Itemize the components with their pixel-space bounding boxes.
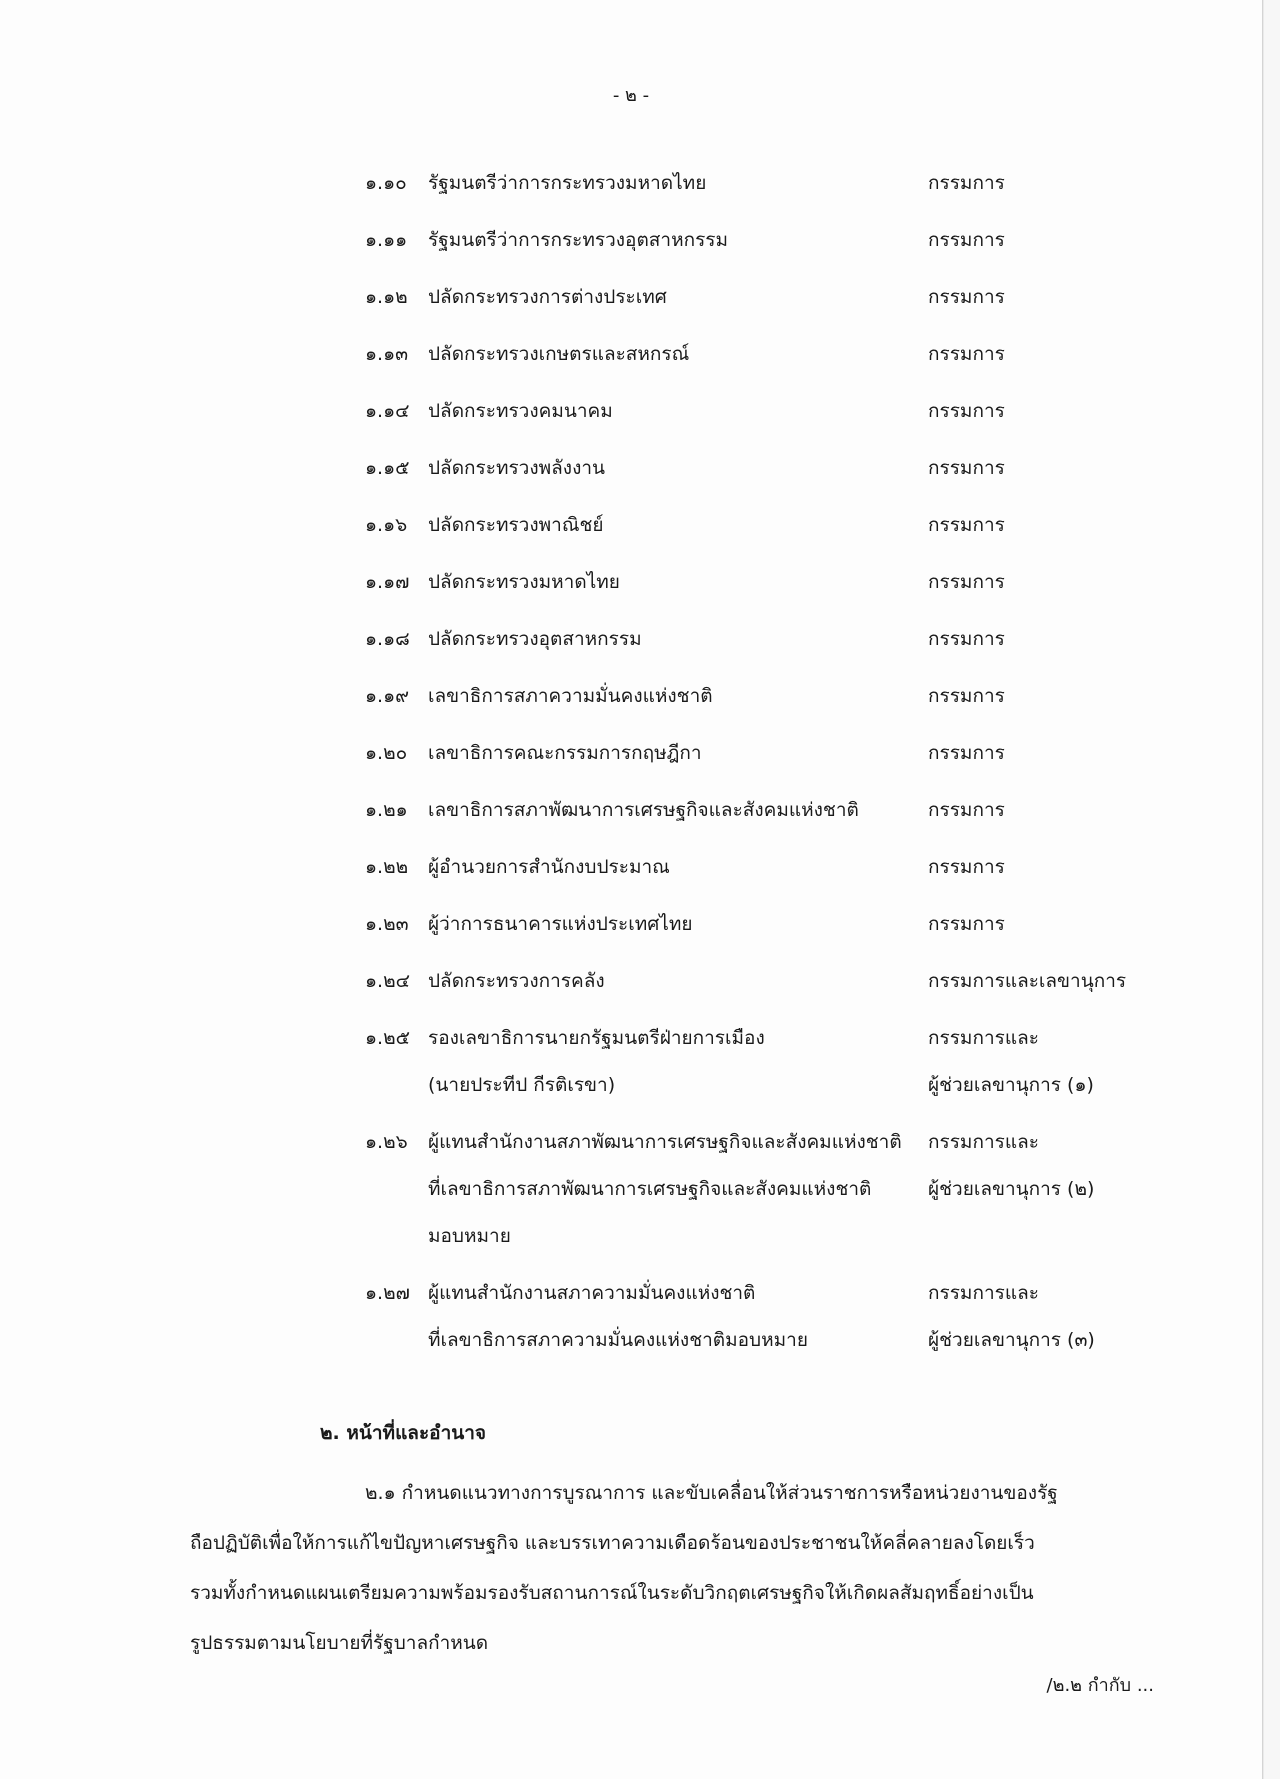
position-line: ปลัดกระทรวงคมนาคม (428, 400, 613, 422)
position-line: เลขาธิการคณะกรรมการกฤษฎีกา (428, 742, 702, 764)
member-role (928, 502, 1145, 549)
member-position (428, 445, 928, 492)
role-line: กรรมการ (928, 799, 1005, 821)
member-number: ๑.๒๖ (365, 1131, 408, 1153)
member-role (928, 673, 1145, 720)
member-role (928, 388, 1145, 435)
role-line: กรรมการ (928, 286, 1005, 308)
role-line: กรรมการ (928, 856, 1005, 878)
role-line: กรรมการและ (928, 1131, 1039, 1153)
position-line: ผู้อำนวยการสำนักงบประมาณ (428, 856, 670, 878)
position-line: เลขาธิการสภาความมั่นคงแห่งชาติ (428, 685, 713, 707)
member-position (428, 217, 928, 264)
position-line: ปลัดกระทรวงพาณิชย์ (428, 514, 604, 536)
role-line: กรรมการ (928, 229, 1005, 251)
position-line: ปลัดกระทรวงอุตสาหกรรม (428, 628, 642, 650)
member-number: ๑.๑๑ (365, 229, 408, 251)
member-row (365, 559, 1145, 606)
role-line: กรรมการ (928, 742, 1005, 764)
member-position (428, 388, 928, 435)
member-position (428, 1270, 928, 1364)
member-row (365, 1015, 1145, 1109)
member-role (928, 217, 1145, 264)
member-role (928, 274, 1145, 321)
member-position (428, 616, 928, 663)
member-position (428, 730, 928, 777)
role-line: ผู้ช่วยเลขานุการ (๑) (928, 1074, 1094, 1096)
member-number: ๑.๒๐ (365, 742, 408, 764)
member-role (928, 445, 1145, 492)
member-number: ๑.๑๖ (365, 514, 408, 536)
member-row (365, 388, 1145, 435)
member-role (928, 1270, 1145, 1364)
member-role (928, 958, 1145, 1005)
role-line: กรรมการและ (928, 1282, 1039, 1304)
member-row (365, 217, 1145, 264)
member-row (365, 1270, 1145, 1364)
section-paragraph (190, 1468, 1160, 1668)
member-role (928, 1015, 1145, 1109)
member-row (365, 673, 1145, 720)
member-role (928, 844, 1145, 891)
member-position (428, 901, 928, 948)
role-line: กรรมการ (928, 913, 1005, 935)
position-line: ผู้ว่าการธนาคารแห่งประเทศไทย (428, 913, 693, 935)
position-line: ปลัดกระทรวงมหาดไทย (428, 571, 620, 593)
member-position (428, 274, 928, 321)
member-number: ๑.๑๓ (365, 343, 409, 365)
member-row (365, 616, 1145, 663)
member-role (928, 160, 1145, 207)
paragraph-line: รูปธรรมตามนโยบายที่รัฐบาลกำหนด (190, 1632, 489, 1654)
member-number: ๑.๒๗ (365, 1282, 410, 1304)
role-line: กรรมการ (928, 457, 1005, 479)
position-line: ปลัดกระทรวงพลังงาน (428, 457, 606, 479)
member-row (365, 1119, 1145, 1260)
role-line: กรรมการ (928, 343, 1005, 365)
member-role (928, 616, 1145, 663)
paragraph-line: ถือปฏิบัติเพื่อให้การแก้ไขปัญหาเศรษฐกิจ และบรรเทาความเดือดร้อนของประชาชนให้คลี่คลายลงโดยเร็ว (190, 1532, 1035, 1554)
member-row (365, 787, 1145, 834)
position-line: มอบหมาย (428, 1225, 511, 1247)
member-number: ๑.๑๘ (365, 628, 410, 650)
member-number: ๑.๒๓ (365, 913, 409, 935)
member-number: ๑.๒๔ (365, 970, 411, 992)
role-line: กรรมการ (928, 628, 1005, 650)
member-role (928, 730, 1145, 777)
role-line: กรรมการ (928, 571, 1005, 593)
role-line: กรรมการ (928, 685, 1005, 707)
position-line: ที่เลขาธิการสภาความมั่นคงแห่งชาติมอบหมาย (428, 1329, 808, 1351)
member-row (365, 274, 1145, 321)
role-line: ผู้ช่วยเลขานุการ (๒) (928, 1178, 1095, 1200)
member-number: ๑.๑๐ (365, 172, 407, 194)
continuation-note: /๒.๒ กำกับ ... (1046, 1675, 1154, 1696)
position-line: ปลัดกระทรวงเกษตรและสหกรณ์ (428, 343, 690, 365)
role-line: กรรมการ (928, 172, 1005, 194)
role-line: กรรมการ (928, 514, 1005, 536)
member-position (428, 331, 928, 378)
member-row (365, 331, 1145, 378)
member-role (928, 901, 1145, 948)
page-number: - ๒ - (612, 85, 650, 106)
member-role (928, 1119, 1145, 1213)
member-role (928, 787, 1145, 834)
member-number: ๑.๒๒ (365, 856, 409, 878)
paragraph-line: ๒.๑ กำหนดแนวทางการบูรณาการ และขับเคลื่อนให้ส่วนราชการหรือหน่วยงานของรัฐ (365, 1482, 1058, 1504)
role-line: ผู้ช่วยเลขานุการ (๓) (928, 1329, 1095, 1351)
member-number: ๑.๑๔ (365, 400, 410, 422)
member-number: ๑.๒๑ (365, 799, 408, 821)
member-row (365, 901, 1145, 948)
position-line: ผู้แทนสำนักงานสภาพัฒนาการเศรษฐกิจและสังคมแห่งชาติ (428, 1131, 902, 1153)
position-line: ปลัดกระทรวงการคลัง (428, 970, 605, 992)
member-row (365, 730, 1145, 777)
member-number: ๑.๑๒ (365, 286, 408, 308)
member-row (365, 160, 1145, 207)
member-position (428, 502, 928, 549)
member-position (428, 958, 928, 1005)
position-line: รัฐมนตรีว่าการกระทรวงมหาดไทย (428, 172, 707, 194)
position-line: รองเลขาธิการนายกรัฐมนตรีฝ่ายการเมือง (428, 1027, 765, 1049)
member-number: ๑.๑๙ (365, 685, 410, 707)
position-line: รัฐมนตรีว่าการกระทรวงอุตสาหกรรม (428, 229, 729, 251)
position-line: ที่เลขาธิการสภาพัฒนาการเศรษฐกิจและสังคมแห่งชาติ (428, 1178, 872, 1200)
role-line: กรรมการ (928, 400, 1005, 422)
member-position (428, 160, 928, 207)
member-role (928, 331, 1145, 378)
member-position (428, 1119, 928, 1260)
member-number: ๑.๑๗ (365, 571, 410, 593)
member-position (428, 787, 928, 834)
member-position (428, 559, 928, 606)
member-position (428, 844, 928, 891)
section-heading: ๒. หน้าที่และอำนาจ (320, 1422, 487, 1444)
member-row (365, 445, 1145, 492)
role-line: กรรมการและเลขานุการ (928, 970, 1127, 992)
member-position (428, 673, 928, 720)
position-line: เลขาธิการสภาพัฒนาการเศรษฐกิจและสังคมแห่งชาติ (428, 799, 859, 821)
member-number: ๑.๒๕ (365, 1027, 411, 1049)
member-list (365, 160, 1145, 1374)
member-row (365, 958, 1145, 1005)
position-line: ผู้แทนสำนักงานสภาความมั่นคงแห่งชาติ (428, 1282, 756, 1304)
position-line: ปลัดกระทรวงการต่างประเทศ (428, 286, 667, 308)
member-role (928, 559, 1145, 606)
paragraph-line: รวมทั้งกำหนดแผนเตรียมความพร้อมรองรับสถานการณ์ในระดับวิกฤตเศรษฐกิจให้เกิดผลสัมฤทธิ์อย่างเป็น (190, 1582, 1034, 1604)
member-row (365, 502, 1145, 549)
role-line: กรรมการและ (928, 1027, 1039, 1049)
position-line: (นายประทีป กีรติเรขา) (428, 1074, 616, 1096)
member-row (365, 844, 1145, 891)
member-number: ๑.๑๕ (365, 457, 410, 479)
member-position (428, 1015, 928, 1109)
